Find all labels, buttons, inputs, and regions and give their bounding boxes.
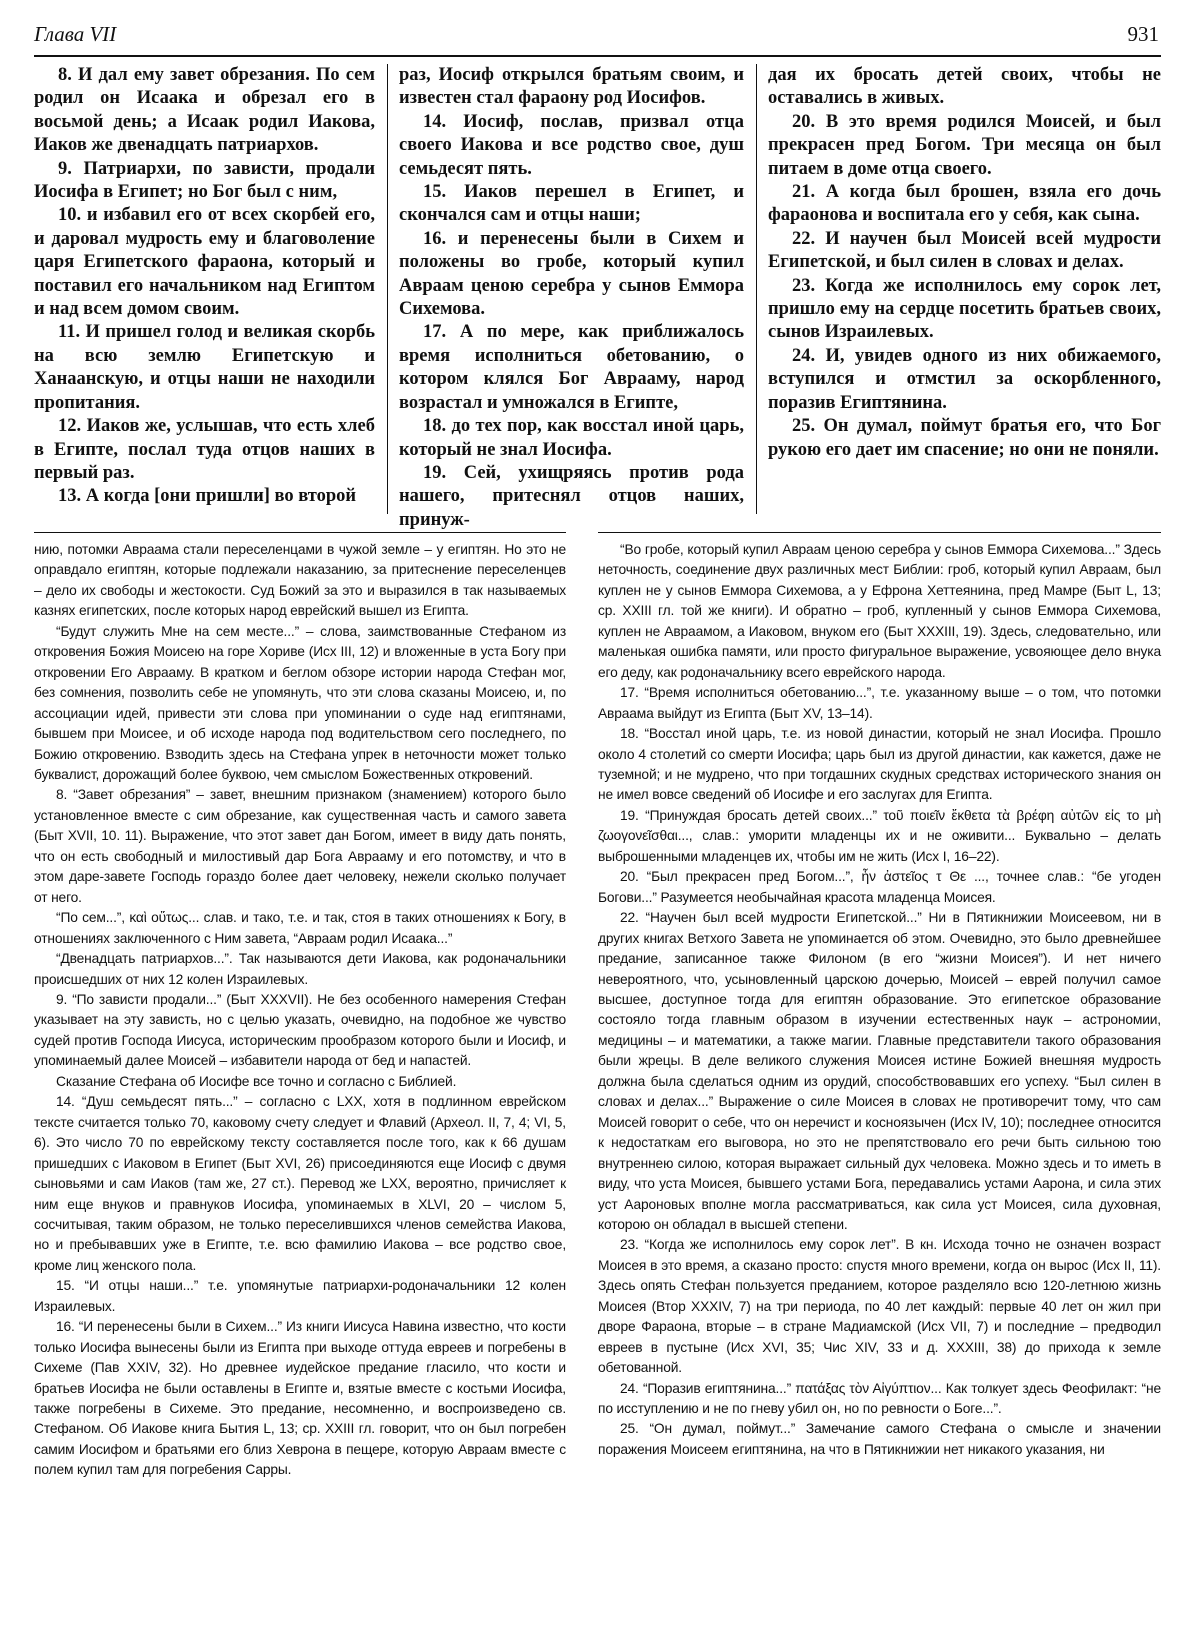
page-header <box>34 20 1159 54</box>
verse: 11. И пришел голод и великая скорбь на всю землю Египетскую и Ханаанскую, и отцы наши не находили пропитания. <box>34 322 375 413</box>
verse: 25. Он думал, поймут братья его, что Бог рукою его дает им спасение; но они не поняли. <box>768 416 1161 460</box>
verse: 10. и избавил его от всех скорбей его, и даровал мудрость ему и благоволение царя Египетского фараона, который и поставил его начальником над Египтом и над всем домом своим. <box>34 205 375 320</box>
commentary-paragraph: 19. “Принуждая бросать детей своих...” τοῦ ποιεῖν ἔκθετα τὰ βρέφη αὐτῶν εἰς το μὴ ζωογονεῖσθαι..., слав.: уморити младенцы их и не оживити... Буквально – делать выброшенными младенцев их, чтобы им не жить (Исх I, 16–22). <box>598 807 1161 864</box>
verse: 20. В это время родился Моисей, и был прекрасен пред Богом. Три месяца он был питаем в доме отца своего. <box>768 111 1161 179</box>
section-rule <box>598 532 1161 533</box>
verse: 24. И, увидев одного из них обижаемого, вступился и отмстил за оскорбленного, поразив Египтянина. <box>768 345 1161 413</box>
commentary-paragraph: 20. “Был прекрасен пред Богом...”, ἦν ἀστεῖος τ Θε ..., точнее слав.: “бе угоден Богови...” Разумеется необычайная красота младенца Моисея. <box>598 869 1161 905</box>
commentary-paragraph: Сказание Стефана об Иосифе все точно и согласно с Библией. <box>56 1073 457 1089</box>
chapter-title: Глава VII <box>34 22 117 46</box>
verse: 18. до тех пор, как восстал иной царь, который не знал Иосифа. <box>399 416 744 460</box>
commentary-paragraph: 16. “И перенесены были в Сихем...” Из книги Иисуса Навина известно, что кости только Иосифа вынесены были из Египта при выходе оттуда евреев и погребены в Сихеме (Пав XXIV, 32). Но древнее иудейское предание гласило, что кости и братьев Иосифа не были оставлены в Египте и, взятые вместе с костьми Иосифа, также погребены в Сихеме. Это предание, несомненно, и воспроизведено св. Стефаном. Об Иакове книга Бытия L, 13; ср. XXIII гл. говорит, что он был погребен самим Иосифом и братьями его близ Хеврона в пещере, которую Авраам вместе с полем купил там для погребения Сарры. <box>34 1319 566 1478</box>
verse: 8. И дал ему завет обрезания. По сем родил он Исаака и обрезал его в восьмой день; а Исаак родил Иакова, Иаков же двенадцать патриархов. <box>34 65 375 156</box>
commentary-paragraph: 25. “Он думал, поймут...” Замечание самого Стефана о смысле и значении поражения Моисеем египтянина, на что в Пятикнижии нет никакого указания, ни <box>598 1421 1161 1457</box>
verse: 22. И научен был Моисей всей мудрости Египетской, и был силен в словах и делах. <box>768 228 1161 273</box>
page-number: 931 <box>1127 22 1159 46</box>
commentary-paragraph: 17. “Время исполниться обетованию...”, т.е. указанному выше – о том, что потомки Авраама выйдут из Египта (Быт XV, 13–14). <box>598 685 1161 721</box>
column-divider <box>756 64 757 514</box>
commentary-paragraph: нию, потомки Авраама стали переселенцами в чужой земле – у египтян. Но это не оправдало египтян, которые подлежали наказанию, за притеснение переселенцев – дело их свободы и жестокости. Суд Божий за это и выразился в так называемых казнях египетских, после которых народ еврейский вышел из Египта. <box>34 542 566 619</box>
commentary-paragraph: 14. “Душ семьдесят пять...” – согласно с LXX, хотя в подлинном еврейском тексте считается только 70, каковому счету следует и Флавий (Археол. II, 7, 4; VI, 5, 6). Это число 70 по еврейскому тексту составляется после того, как к 66 душам пришедших с Иаковом в Египет (Быт XVI, 26) присоединяются еще Иосиф с двумя сыновьями и сам Иаков (там же, 27 ст.). Перевод же LXX, вероятно, причисляет к ним еще внуков и правнуков Иосифа, упоминаемых в XLVI, 20 – числом 5, сосчитывая, таким образом, не только переселившихся членов семейства Иакова, но и пребывавших уже в Египте, т.е. всю фамилию Иакова – все родство свое, кроме лиц женского пола. <box>34 1094 566 1273</box>
verse: 12. Иаков же, услышав, что есть хлеб в Египте, послал туда отцов наших в первый раз. <box>34 416 375 483</box>
section-rule <box>34 532 566 533</box>
commentary-paragraph: 23. “Когда же исполнилось ему сорок лет”. В кн. Исхода точно не означен возраст Моисея в это время, а сказано просто: спустя много времени, когда он вырос (Исх II, 11). Здесь опять Стефан пользуется преданием, которое разделяло всю 120-летнюю жизнь Моисея (Втор XXXIV, 7) на три периода, по 40 лет каждый: первые 40 лет он жил при дворе Фараона, вторые – в стране Мадиамской (Исх VII, 7) и последние – предводил евреев в пустыне (Исх XVI, 35; Чис XIV, 33 и д. XXXIII, 38) до прихода к земле обетованной. <box>598 1237 1161 1376</box>
commentary-paragraph: “Двенадцать патриархов...”. Так называются дети Иакова, как родоначальники происшедших от них 12 колен Израилевых. <box>34 951 566 987</box>
commentary-paragraph: 22. “Научен был всей мудрости Египетской...” Ни в Пятикнижии Моисеевом, ни в других книгах Ветхого Завета не упоминается об этом. Очевидно, это было древнейшее предание, записанное также Филоном (в его “жизни Моисея”). И нет ничего невероятного, что, усыновленный царскою дочерью, Моисей – еврей получил самое высшее, доступное тогда для египтян образование. Это египетское образование состояло тогда главным образом в изучении естественных наук – астрономии, медицины – и математики, а также магии. Главные представители такого образования были жрецы. В деле великого служения Моисея истине Божией внешняя мудрость должна была сделаться одним из орудий, способствовавших его успеху. “Был силен в словах и делах...” Выражение о силе Моисея в словах не противоречит тому, что сам Моисей говорит о себе, что он неречист и косноязычен (Исх IV, 10); последнее относится к недостаткам его выговора, но это не препятствовало его речи быть сильною тою внутреннею силою, которая выражает сильный дух человека. Можно здесь и то иметь в виду, что уста Моисея, бывшего устами Бога, передавались устами Аарона, и сила этих уст Аароновых вполне могла рассматриваться, как сила уст Моисея, сила духовная, которою он обладал в высшей степени. <box>598 910 1161 1232</box>
commentary-paragraph: “Будут служить Мне на сем месте...” – слова, заимствованные Стефаном из откровения Божия Моисею на горе Хориве (Исх III, 12) и вложенные в уста Богу при откровении Его Аврааму. В кратком и беглом обзоре истории народа Стефан мог, без сомнения, позволить себе не упомянуть, что эти слова сказаны Моисею, и, по ассоциации идей, привести эти слова при упоминании о суде над египтянами, бывшем при Моисее, и об исходе народа под водительством сего последнего, по Божию откровению. Взводить здесь на Стефана упрек в неточности может только буквалист, дорожащий более буквою, чем смыслом Божественных откровений. <box>34 623 566 782</box>
commentary-paragraph: 24. “Поразив египтянина...” πατάξας τὸν Αἰγύπτιον... Как толкует здесь Феофилакт: “не по исступлению и не по гневу убил он, но по ревности о Боге...”. <box>598 1380 1161 1417</box>
header-rule <box>34 55 1161 57</box>
verse: 9. Патриархи, по зависти, продали Иосифа в Египет; но Бог был с ним, <box>34 158 375 203</box>
commentary-paragraph: 9. “По зависти продали...” (Быт XXXVII). Не без особенного намерения Стефан указывает на эту зависть, но с целью указать, очевидно, на подобное же чувство судей против Господа Иисуса, историческим прообразом которого были и Иосиф, и упоминаемый далее Моисей – избавители народа от бед и напастей. <box>34 991 566 1069</box>
verse-column-3 <box>768 64 1161 524</box>
verse: 21. А когда был брошен, взяла его дочь фараонова и воспитала его у себя, как сына. <box>768 182 1161 226</box>
commentary-paragraph: 8. “Завет обрезания” – завет, внешним признаком (знамением) которого было установленное вместе с сим обрезание, как существенная часть и самого завета (Быт XVII, 10. 11). Выражение, что этот завет дан Богом, имеет в виду дать понять, что он есть свободный и милостивый дар Бога Аврааму и его потомству, и что в этом даре-завете Господь гораздо более дает человеку, нежели сколько получает от него. <box>34 787 566 905</box>
commentary-paragraph: 15. “И отцы наши...” т.е. упомянутые патриархи-родоначальники 12 колен Израилевых. <box>34 1278 566 1314</box>
commentary-paragraph: “Во гробе, который купил Авраам ценою серебра у сынов Еммора Сихемова...” Здесь неточность, соединение двух различных мест Библии: гроб, который купил Авраам, был куплен не у сынов Еммора Сихемова, а у Ефрона Хеттеянина, пред Мамре (Быт L, 13; ср. XXIII гл. той же книги). И обратно – гроб, купленный у сынов Еммора Сихемова, куплен не Авраамом, а Иаковом, внуком его (Быт XXXIII, 19). Здесь, следовательно, или маленькая ошибка памяти, или просто фигуральное выражение, усвояющее дело внука его деду, как родоначальнику всего еврейского народа. <box>598 542 1161 680</box>
verse: дая их бросать детей своих, чтобы не оставались в живых. <box>768 65 1161 109</box>
verse: 13. А когда [они пришли] во второй <box>58 486 357 507</box>
commentary-column-left <box>34 540 566 1630</box>
verse: 14. Иосиф, послав, призвал отца своего Иакова и все родство свое, душ семьдесят пять. <box>399 111 744 179</box>
commentary-paragraph: “По сем...”, καὶ οὕτως... слав. и тако, т.е. и так, стоя в таких отношениях к Богу, в отношениях заключенного с Ним завета, “Авраам родил Исаака...” <box>34 910 566 946</box>
verse-column-1 <box>34 64 375 524</box>
commentary-paragraph: 18. “Восстал иной царь, т.е. из новой династии, который не знал Иосифа. Прошло около 4 столетий со смерти Иосифа; царь был из другой династии, как кажется, даже не туземной; и не мудрено, что при тогдашних скудных средствах исторического знания он не имел вовсе сведений об Иосифе и его заслугах для Египта. <box>598 726 1161 803</box>
commentary-column-right <box>598 540 1161 1630</box>
verse: 15. Иаков перешел в Египет, и скончался сам и отцы наши; <box>399 182 744 226</box>
verse-column-2 <box>399 64 744 530</box>
scripture-text <box>34 64 1161 530</box>
verse: 23. Когда же исполнилось ему сорок лет, пришло ему на сердце посетить братьев своих, сынов Израилевых. <box>768 275 1161 343</box>
verse: раз, Иосиф открылся братьям своим, и известен стал фараону род Иосифов. <box>399 65 744 109</box>
verse: 16. и перенесены были в Сихем и положены во гробе, который купил Авраам ценою серебра у сынов Еммора Сихемова. <box>399 228 744 320</box>
verse: 19. Сей, ухищряясь против рода нашего, притеснял отцов наших, принуж- <box>399 462 744 530</box>
column-divider <box>387 64 388 514</box>
verse: 17. А по мере, как приближалось время исполниться обетованию, о котором клялся Бог Аврааму, народ возрастал и умножался в Египте, <box>399 322 744 413</box>
